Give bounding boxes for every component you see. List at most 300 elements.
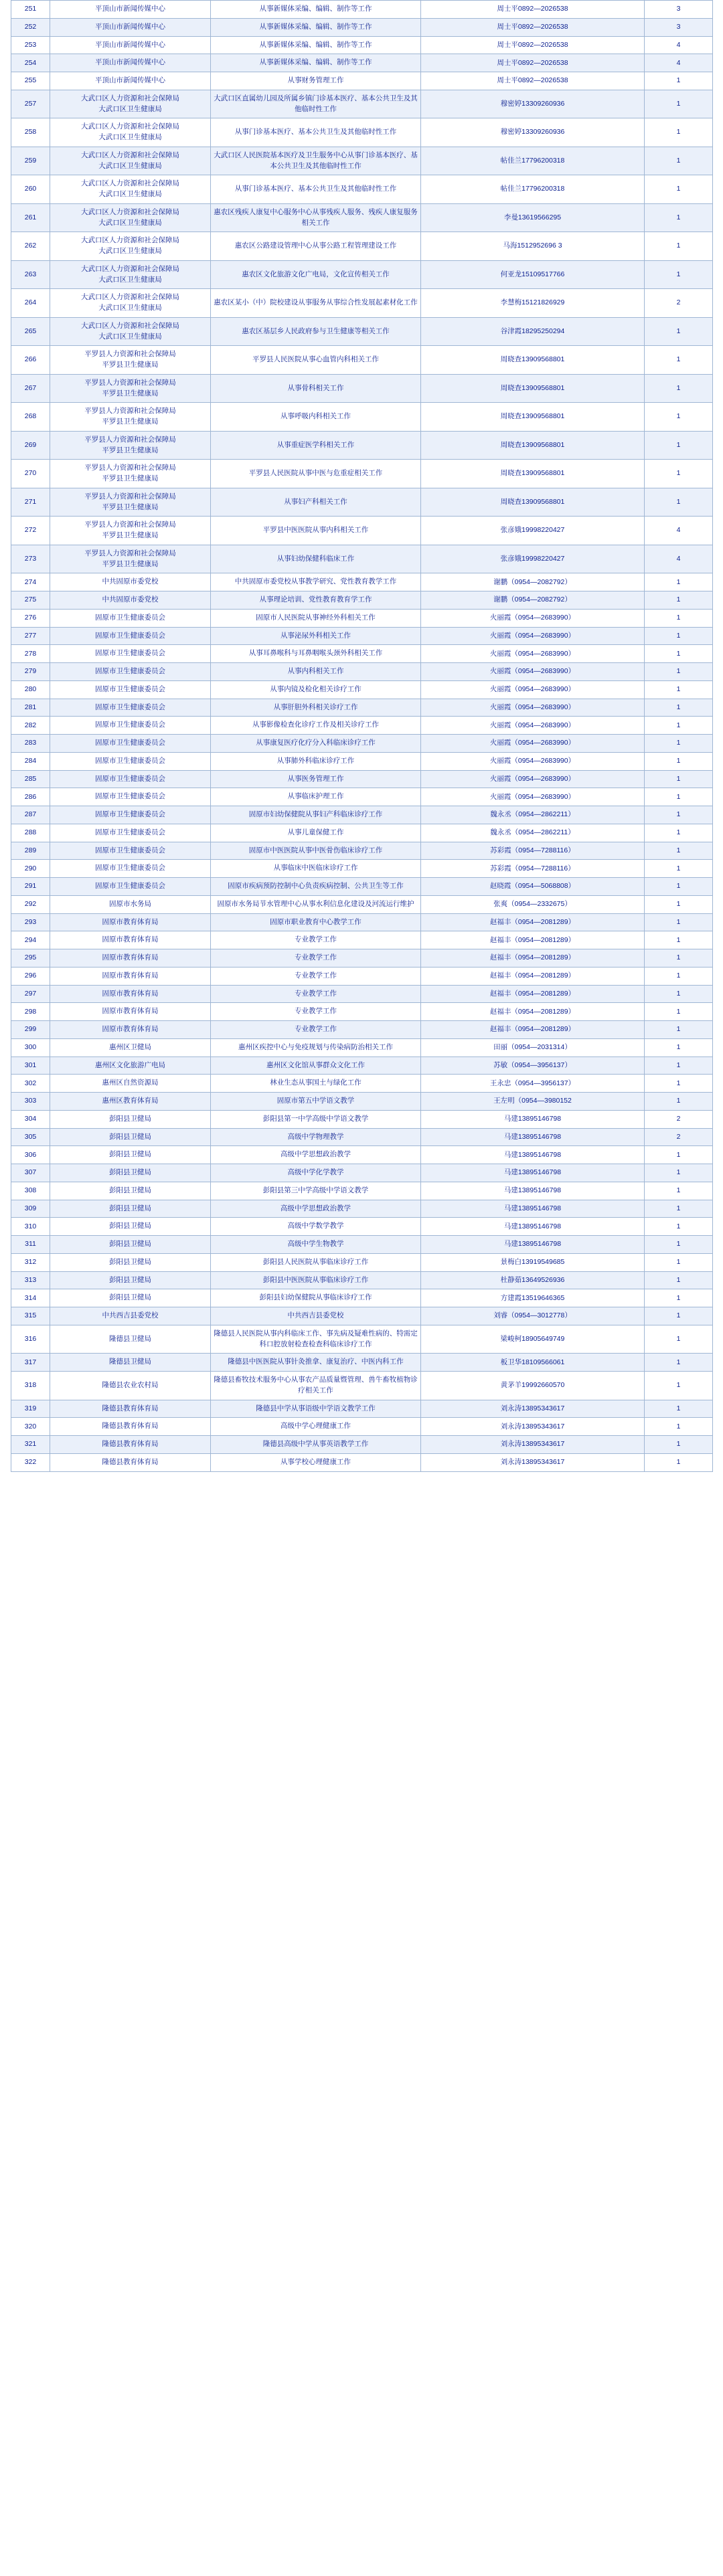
table-row[interactable] [11,860,713,878]
table-row[interactable] [11,609,713,627]
table-row[interactable] [11,1021,713,1039]
table-row[interactable] [11,1218,713,1236]
cell-index: 295 [11,949,50,968]
cell-job-description: 彭阳县妇幼保健院从事临床诊疗工作 [211,1289,421,1307]
table-row[interactable] [11,232,713,261]
cell-organization: 彭阳县卫健局 [50,1218,211,1236]
table-row[interactable] [11,36,713,54]
table-row[interactable] [11,1436,713,1454]
cell-index: 287 [11,806,50,824]
cell-index: 260 [11,175,50,204]
cell-contact: 火丽霞（0954—2683990） [421,788,645,806]
table-row[interactable] [11,260,713,289]
cell-headcount: 1 [645,949,713,968]
cell-organization: 平罗县人力资源和社会保障局 平罗县卫生健康局 [50,460,211,488]
cell-headcount: 4 [645,54,713,72]
cell-job-description: 高级中学生物教学 [211,1236,421,1254]
cell-headcount: 1 [645,752,713,770]
cell-job-description: 固原市疾病预防控制中心负责疾病控制、公共卫生等工作 [211,878,421,896]
cell-index: 292 [11,895,50,913]
cell-headcount: 1 [645,118,713,147]
table-row[interactable] [11,1,713,19]
cell-index: 297 [11,985,50,1003]
cell-headcount: 1 [645,680,713,699]
table-row[interactable] [11,878,713,896]
cell-index: 302 [11,1075,50,1093]
table-row[interactable] [11,346,713,375]
cell-organization: 隆德县教育体育局 [50,1453,211,1471]
cell-headcount: 1 [645,788,713,806]
table-row[interactable] [11,1236,713,1254]
cell-contact: 周晓查13909568801 [421,346,645,375]
table-row[interactable] [11,788,713,806]
cell-index: 275 [11,591,50,610]
cell-contact: 杜静茹13649526936 [421,1271,645,1289]
table-row[interactable] [11,913,713,931]
cell-job-description: 专业教学工作 [211,949,421,968]
table-row[interactable] [11,289,713,318]
table-row[interactable] [11,735,713,753]
table-row[interactable] [11,147,713,175]
cell-job-description: 彭阳县第三中学高级中学语文教学 [211,1182,421,1200]
cell-index: 258 [11,118,50,147]
cell-index: 300 [11,1038,50,1056]
cell-organization: 固原市教育体育局 [50,967,211,985]
cell-job-description: 高级中学心理健康工作 [211,1418,421,1436]
cell-headcount: 1 [645,1325,713,1354]
cell-contact: 刘睿（0954—3012778） [421,1307,645,1325]
table-row[interactable] [11,1453,713,1471]
cell-contact: 刘永涛13895343617 [421,1418,645,1436]
cell-organization: 固原市卫生健康委员会 [50,627,211,645]
cell-index: 266 [11,346,50,375]
cell-organization: 彭阳县卫健局 [50,1182,211,1200]
table-row[interactable] [11,517,713,545]
cell-index: 314 [11,1289,50,1307]
cell-headcount: 1 [645,460,713,488]
cell-organization: 彭阳县卫健局 [50,1146,211,1164]
cell-organization: 固原市卫生健康委员会 [50,806,211,824]
cell-organization: 平罗县人力资源和社会保障局 平罗县卫生健康局 [50,488,211,517]
cell-organization: 固原市卫生健康委员会 [50,824,211,842]
cell-job-description: 彭阳县第一中学高级中学语文教学 [211,1110,421,1128]
cell-index: 303 [11,1093,50,1111]
cell-organization: 固原市卫生健康委员会 [50,663,211,681]
table-row[interactable] [11,967,713,985]
cell-job-description: 专业教学工作 [211,1003,421,1021]
cell-headcount: 1 [645,1093,713,1111]
cell-job-description: 隆德县人民医院从事内科临床工作、事先病及疑难性病的、特需定科口腔放射检查检查科临床诊疗工作 [211,1325,421,1354]
cell-headcount: 1 [645,842,713,860]
cell-organization: 固原市卫生健康委员会 [50,717,211,735]
table-row[interactable] [11,1418,713,1436]
cell-headcount: 1 [645,1354,713,1372]
cell-job-description: 高级中学数学教学 [211,1218,421,1236]
cell-headcount: 1 [645,1307,713,1325]
cell-job-description: 固原市职业教育中心教学工作 [211,913,421,931]
cell-index: 308 [11,1182,50,1200]
cell-contact: 马建13895146798 [421,1164,645,1182]
cell-organization: 大武口区人力资源和社会保障局 大武口区卫生健康局 [50,118,211,147]
cell-headcount: 4 [645,36,713,54]
table-row[interactable] [11,1253,713,1271]
cell-contact: 魏永丞（0954—2862211） [421,824,645,842]
cell-organization: 大武口区人力资源和社会保障局 大武口区卫生健康局 [50,232,211,261]
cell-job-description: 专业教学工作 [211,1021,421,1039]
cell-index: 253 [11,36,50,54]
cell-job-description: 大武口区人民医院基本医疗及卫生服务中心从事门诊基本医疗、基本公共卫生及其他临时性工作 [211,147,421,175]
cell-job-description: 惠农区公路建设管理中心从事公路工程管理建设工作 [211,232,421,261]
cell-contact: 赵福丰（0954—2081289） [421,967,645,985]
cell-headcount: 1 [645,663,713,681]
cell-organization: 彭阳县卫健局 [50,1236,211,1254]
table-row[interactable] [11,545,713,573]
cell-job-description: 中共西吉县委党校 [211,1307,421,1325]
cell-job-description: 林业生态从事国土与绿化工作 [211,1075,421,1093]
cell-job-description: 固原市第五中学语文教学 [211,1093,421,1111]
cell-job-description: 高级中学思想政治教学 [211,1146,421,1164]
cell-contact: 周晓查13909568801 [421,460,645,488]
cell-organization: 固原市教育体育局 [50,913,211,931]
table-row[interactable] [11,591,713,610]
cell-index: 259 [11,147,50,175]
cell-organization: 平顶山市新闻传媒中心 [50,18,211,36]
cell-job-description: 从事理论培训、党性教育教育学工作 [211,591,421,610]
cell-organization: 彭阳县卫健局 [50,1271,211,1289]
table-row[interactable] [11,663,713,681]
table-row[interactable] [11,1182,713,1200]
table-row[interactable] [11,1400,713,1418]
cell-job-description: 专业教学工作 [211,931,421,949]
cell-contact: 马海1512952696 3 [421,232,645,261]
cell-contact: 板卫华18109566061 [421,1354,645,1372]
cell-contact: 梁峻柯18905649749 [421,1325,645,1354]
cell-job-description: 彭阳县中医医院从事临床诊疗工作 [211,1271,421,1289]
cell-organization: 大武口区人力资源和社会保障局 大武口区卫生健康局 [50,260,211,289]
cell-headcount: 3 [645,1,713,19]
table-row[interactable] [11,1307,713,1325]
cell-job-description: 惠州区疾控中心与免疫规划与传染病防治相关工作 [211,1038,421,1056]
cell-headcount: 4 [645,517,713,545]
cell-organization: 固原市教育体育局 [50,1021,211,1039]
cell-index: 291 [11,878,50,896]
cell-organization: 平罗县人力资源和社会保障局 平罗县卫生健康局 [50,403,211,432]
cell-contact: 火丽霞（0954—2683990） [421,770,645,788]
cell-headcount: 1 [645,609,713,627]
cell-headcount: 1 [645,403,713,432]
cell-headcount: 1 [645,1021,713,1039]
table-row[interactable] [11,1289,713,1307]
cell-organization: 平罗县人力资源和社会保障局 平罗县卫生健康局 [50,431,211,460]
table-row[interactable] [11,18,713,36]
cell-contact: 周晓查13909568801 [421,431,645,460]
cell-contact: 赵福丰（0954—2081289） [421,1003,645,1021]
cell-contact: 马建13895146798 [421,1128,645,1146]
cell-headcount: 1 [645,735,713,753]
table-row[interactable] [11,699,713,717]
cell-contact: 马建13895146798 [421,1218,645,1236]
cell-index: 304 [11,1110,50,1128]
table-row[interactable] [11,1110,713,1128]
table-row[interactable] [11,175,713,204]
table-row[interactable] [11,203,713,232]
table-row[interactable] [11,431,713,460]
cell-job-description: 从事内科相关工作 [211,663,421,681]
cell-job-description: 固原市中医医院从事中医骨伤临床诊疗工作 [211,842,421,860]
cell-headcount: 1 [645,1182,713,1200]
cell-headcount: 1 [645,645,713,663]
cell-contact: 王永忠（0954—3956137） [421,1075,645,1093]
table-row[interactable] [11,1093,713,1111]
cell-index: 293 [11,913,50,931]
cell-organization: 固原市卫生健康委员会 [50,699,211,717]
cell-organization: 固原市卫生健康委员会 [50,878,211,896]
cell-organization: 固原市卫生健康委员会 [50,645,211,663]
cell-contact: 谢鹏（0954—2082792） [421,573,645,591]
cell-job-description: 惠农区某小（中）院校建设从事服务从事综合性发展起素材化工作 [211,289,421,318]
cell-job-description: 从事新媒体采编、编辑、制作等工作 [211,1,421,19]
cell-job-description: 从事呼吸内科相关工作 [211,403,421,432]
table-row[interactable] [11,895,713,913]
cell-contact: 周士平0892—2026538 [421,18,645,36]
cell-index: 310 [11,1218,50,1236]
cell-organization: 彭阳县卫健局 [50,1253,211,1271]
cell-organization: 平顶山市新闻传媒中心 [50,54,211,72]
cell-job-description: 从事康复医疗化疗分入科临床诊疗工作 [211,735,421,753]
cell-contact: 张彦娥19998220427 [421,545,645,573]
table-row[interactable] [11,90,713,118]
table-row[interactable] [11,118,713,147]
table-row[interactable] [11,717,713,735]
cell-job-description: 隆德县中学从事语级中学语文教学工作 [211,1400,421,1418]
cell-organization: 平罗县人力资源和社会保障局 平罗县卫生健康局 [50,545,211,573]
cell-index: 264 [11,289,50,318]
cell-index: 298 [11,1003,50,1021]
cell-contact: 穆密婷13309260936 [421,118,645,147]
cell-contact: 火丽霞（0954—2683990） [421,609,645,627]
cell-organization: 惠州区文化旅游广电局 [50,1056,211,1075]
cell-job-description: 固原市妇幼保健院从事妇产科临床诊疗工作 [211,806,421,824]
cell-contact: 帖佳兰17796200318 [421,147,645,175]
table-row[interactable] [11,931,713,949]
cell-contact: 刘永涛13895343617 [421,1436,645,1454]
cell-contact: 刘永涛13895343617 [421,1400,645,1418]
cell-headcount: 1 [645,1003,713,1021]
cell-job-description: 从事肺外科临床诊疗工作 [211,752,421,770]
cell-job-description: 惠州区文化馆从事群众文化工作 [211,1056,421,1075]
cell-headcount: 1 [645,260,713,289]
cell-index: 255 [11,72,50,90]
table-row[interactable] [11,403,713,432]
cell-job-description: 隆德县畜牧技术服务中心从事农产品质量暨管理、兽牛畜牧植物诊疗相关工作 [211,1372,421,1400]
cell-index: 315 [11,1307,50,1325]
table-row[interactable] [11,645,713,663]
table-row[interactable] [11,1372,713,1400]
cell-headcount: 1 [645,374,713,403]
table-row[interactable] [11,488,713,517]
cell-headcount: 1 [645,699,713,717]
cell-index: 299 [11,1021,50,1039]
cell-contact: 谷津霞18295250294 [421,317,645,346]
cell-organization: 固原市卫生健康委员会 [50,842,211,860]
cell-index: 318 [11,1372,50,1400]
table-row[interactable] [11,1128,713,1146]
cell-contact: 火丽霞（0954—2683990） [421,752,645,770]
cell-index: 270 [11,460,50,488]
cell-contact: 火丽霞（0954—2683990） [421,717,645,735]
cell-organization: 彭阳县卫健局 [50,1164,211,1182]
cell-headcount: 1 [645,591,713,610]
table-row[interactable] [11,1056,713,1075]
cell-organization: 隆德县教育体育局 [50,1436,211,1454]
table-row[interactable] [11,770,713,788]
cell-contact: 黄茅羊19992660570 [421,1372,645,1400]
cell-contact: 赵福丰（0954—2081289） [421,985,645,1003]
cell-job-description: 中共固原市委党校从事教学研究、党性教育教学工作 [211,573,421,591]
cell-index: 311 [11,1236,50,1254]
table-row[interactable] [11,317,713,346]
table-row[interactable] [11,1271,713,1289]
cell-organization: 中共固原市委党校 [50,591,211,610]
cell-contact: 火丽霞（0954—2683990） [421,735,645,753]
cell-organization: 固原市水务局 [50,895,211,913]
cell-index: 274 [11,573,50,591]
cell-organization: 隆德县卫健局 [50,1354,211,1372]
cell-index: 286 [11,788,50,806]
cell-headcount: 1 [645,770,713,788]
cell-headcount: 2 [645,289,713,318]
cell-headcount: 1 [645,1146,713,1164]
cell-index: 296 [11,967,50,985]
cell-headcount: 1 [645,1289,713,1307]
cell-index: 290 [11,860,50,878]
cell-contact: 景梅白13919549685 [421,1253,645,1271]
table-row[interactable] [11,1325,713,1354]
cell-organization: 平罗县人力资源和社会保障局 平罗县卫生健康局 [50,517,211,545]
cell-headcount: 1 [645,1218,713,1236]
cell-index: 280 [11,680,50,699]
cell-contact: 方建霞13519646365 [421,1289,645,1307]
cell-headcount: 1 [645,1038,713,1056]
cell-headcount: 1 [645,488,713,517]
cell-contact: 赵晓霞（0954—5068808） [421,878,645,896]
cell-headcount: 1 [645,985,713,1003]
cell-index: 317 [11,1354,50,1372]
cell-contact: 帖佳兰17796200318 [421,175,645,204]
cell-job-description: 从事重症医学科相关工作 [211,431,421,460]
cell-headcount: 1 [645,317,713,346]
cell-headcount: 2 [645,1110,713,1128]
table-row[interactable] [11,627,713,645]
cell-job-description: 高级中学思想政治教学 [211,1200,421,1218]
cell-index: 267 [11,374,50,403]
cell-contact: 火丽霞（0954—2683990） [421,627,645,645]
cell-index: 272 [11,517,50,545]
cell-organization: 平顶山市新闻传媒中心 [50,36,211,54]
cell-job-description: 从事财务管理工作 [211,72,421,90]
table-row[interactable] [11,1146,713,1164]
cell-headcount: 1 [645,1271,713,1289]
cell-organization: 固原市卫生健康委员会 [50,770,211,788]
table-row[interactable] [11,985,713,1003]
table-body [11,1,713,1472]
cell-index: 294 [11,931,50,949]
cell-index: 284 [11,752,50,770]
cell-index: 262 [11,232,50,261]
cell-contact: 火丽霞（0954—2683990） [421,663,645,681]
cell-job-description: 专业教学工作 [211,967,421,985]
cell-contact: 谢鹏（0954—2082792） [421,591,645,610]
table-row[interactable] [11,72,713,90]
table-row[interactable] [11,1075,713,1093]
cell-organization: 中共西吉县委党校 [50,1307,211,1325]
cell-contact: 马建13895146798 [421,1146,645,1164]
cell-contact: 王左明（0954—3980152 [421,1093,645,1111]
cell-organization: 大武口区人力资源和社会保障局 大武口区卫生健康局 [50,175,211,204]
cell-index: 257 [11,90,50,118]
cell-index: 305 [11,1128,50,1146]
table-row[interactable] [11,680,713,699]
cell-contact: 田丽（0954—2031314） [421,1038,645,1056]
cell-job-description: 从事门诊基本医疗、基本公共卫生及其他临时性工作 [211,118,421,147]
table-row[interactable] [11,374,713,403]
cell-headcount: 1 [645,1453,713,1471]
cell-headcount: 1 [645,1436,713,1454]
table-row[interactable] [11,1354,713,1372]
table-row[interactable] [11,752,713,770]
cell-job-description: 从事临床中医临床诊疗工作 [211,860,421,878]
cell-contact: 李慧梅15121826929 [421,289,645,318]
table-row[interactable] [11,842,713,860]
cell-index: 312 [11,1253,50,1271]
cell-contact: 周士平0892—2026538 [421,1,645,19]
cell-organization: 平罗县人力资源和社会保障局 平罗县卫生健康局 [50,346,211,375]
cell-index: 281 [11,699,50,717]
table-row[interactable] [11,806,713,824]
cell-index: 278 [11,645,50,663]
table-row[interactable] [11,1038,713,1056]
cell-headcount: 1 [645,895,713,913]
cell-contact: 赵福丰（0954—2081289） [421,1021,645,1039]
cell-contact: 张彦娥19998220427 [421,517,645,545]
cell-index: 265 [11,317,50,346]
cell-organization: 隆德县教育体育局 [50,1418,211,1436]
cell-contact: 马建13895146798 [421,1110,645,1128]
cell-contact: 赵福丰（0954—2081289） [421,913,645,931]
cell-job-description: 大武口区直属幼儿园及所属乡镇门诊基本医疗、基本公共卫生及其他临时性工作 [211,90,421,118]
cell-organization: 大武口区人力资源和社会保障局 大武口区卫生健康局 [50,147,211,175]
cell-index: 273 [11,545,50,573]
table-row[interactable] [11,573,713,591]
table-row[interactable] [11,824,713,842]
cell-index: 313 [11,1271,50,1289]
cell-index: 320 [11,1418,50,1436]
table-row[interactable] [11,1003,713,1021]
table-row[interactable] [11,949,713,968]
cell-index: 263 [11,260,50,289]
cell-headcount: 4 [645,545,713,573]
cell-organization: 大武口区人力资源和社会保障局 大武口区卫生健康局 [50,203,211,232]
cell-job-description: 高级中学物理教学 [211,1128,421,1146]
table-row[interactable] [11,54,713,72]
cell-headcount: 1 [645,1253,713,1271]
table-row[interactable] [11,1164,713,1182]
table-row[interactable] [11,1200,713,1218]
cell-headcount: 1 [645,1236,713,1254]
cell-contact: 张爽（0954—2332675） [421,895,645,913]
table-row[interactable] [11,460,713,488]
cell-index: 288 [11,824,50,842]
